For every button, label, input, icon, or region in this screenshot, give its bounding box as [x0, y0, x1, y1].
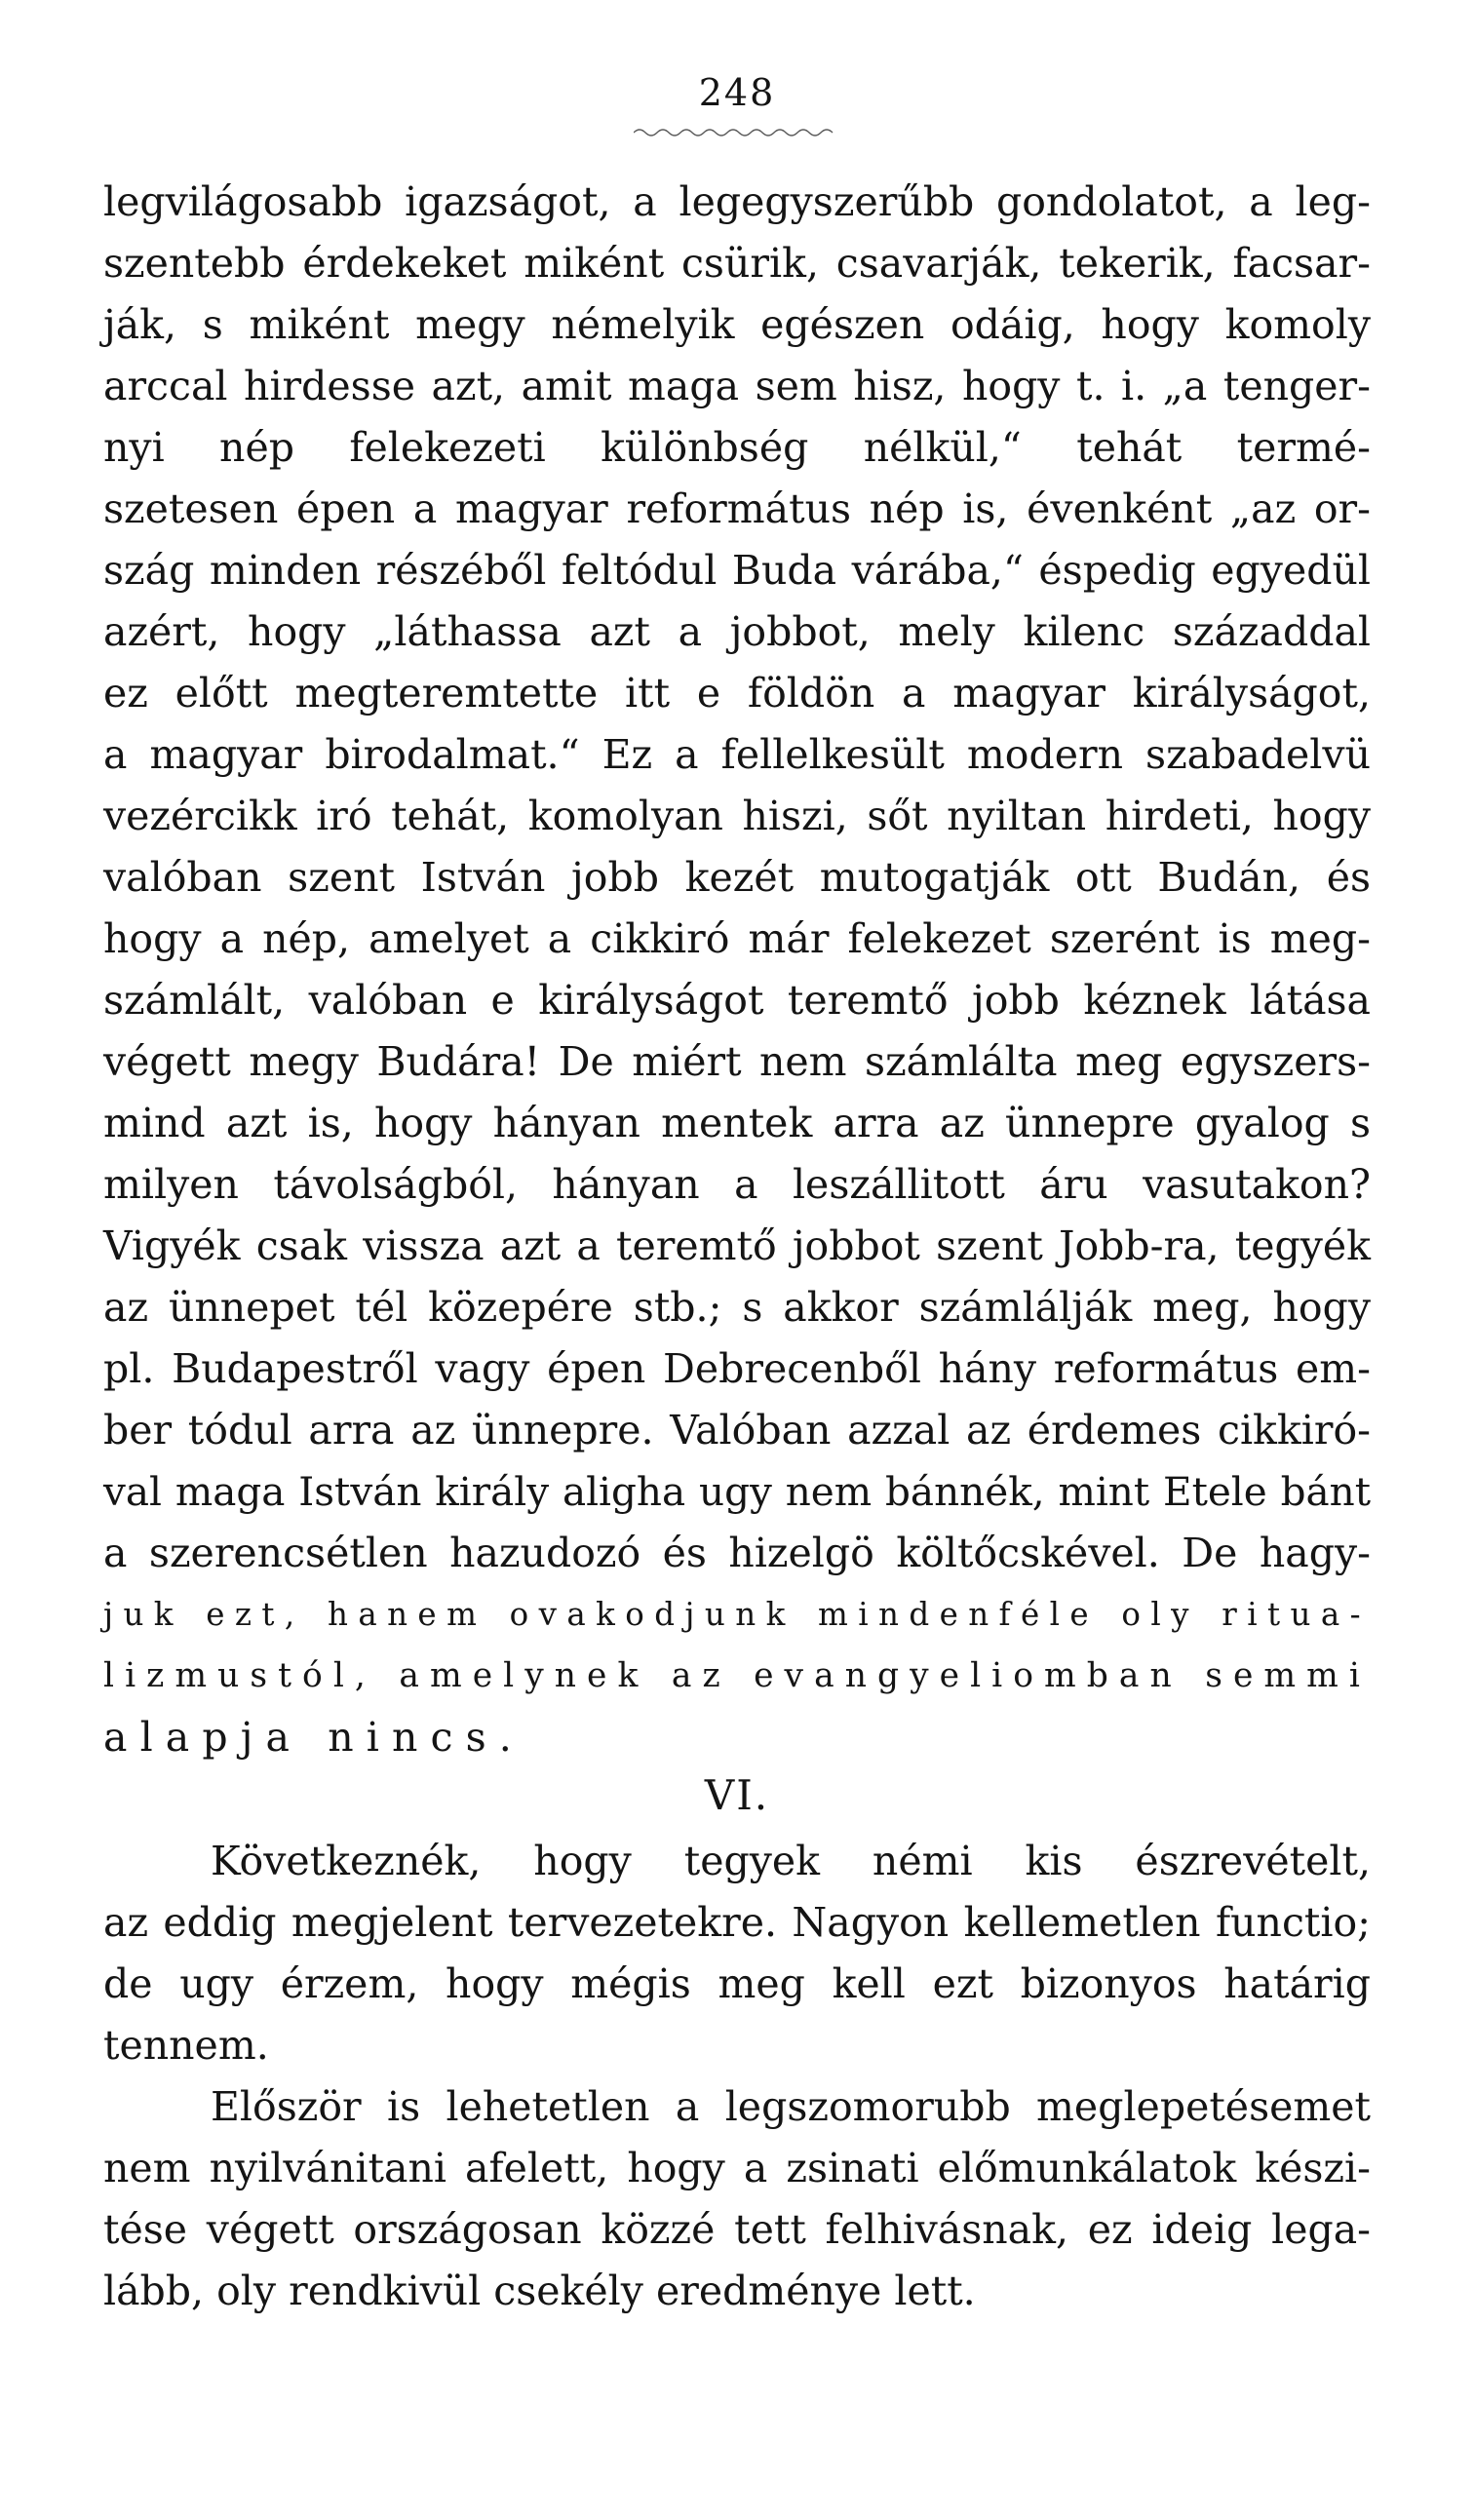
text-line: nem nyilvánitani afelett, hogy a zsinati előmunkálatok készi-: [103, 2145, 1371, 2191]
text-line: szetesen épen a magyar református nép is, évenként „az or-: [103, 485, 1371, 532]
text-line: az eddig megjelent tervezetekre. Nagyon kellemetlen functio;: [103, 1899, 1371, 1946]
text-line: pl. Budapestről vagy épen Debrecenből hány református em-: [103, 1345, 1371, 1392]
text-line: milyen távolságból, hányan a leszállitott áru vasutakon?: [103, 1161, 1371, 1208]
text-line: juk ezt, hanem ovakodjunk mindenféle oly ritua-: [103, 1596, 1371, 1633]
text-line: legvilágosabb igazságot, a legegyszerűbb gondolatot, a leg-: [103, 178, 1371, 225]
text-line: mind azt is, hogy hányan mentek arra az ünnepre gyalog s: [103, 1100, 1371, 1146]
text-line: tennem.: [103, 2022, 269, 2069]
text-line: számlált, valóban e királyságot teremtő jobb kéznek látása: [103, 977, 1371, 1024]
text-line: ez előtt megteremtette itt e földön a magyar királyságot,: [103, 670, 1371, 717]
paragraph-2: [103, 1831, 1371, 2076]
page-number: 248: [698, 71, 776, 114]
text-line: hogy a nép, amelyet a cikkiró már felekezet szerént is meg-: [103, 915, 1371, 962]
text-line: valóban szent István jobb kezét mutogatják ott Budán, és: [103, 854, 1371, 901]
text-line: arccal hirdesse azt, amit maga sem hisz, hogy t. i. „a tenger-: [103, 363, 1371, 409]
paragraph-1: [103, 172, 1371, 1768]
text-line: lizmustól, amelynek az evangyeliomban semmi: [103, 1656, 1371, 1695]
text-line: vezércikk iró tehát, komolyan hiszi, sőt nyiltan hirdeti, hogy: [103, 793, 1371, 839]
section-heading: VI.: [704, 1771, 770, 1819]
ornamental-rule: [634, 125, 838, 138]
text-line: Következnék, hogy tegyek némi kis észrevételt,: [211, 1838, 1371, 1884]
text-line: szág minden részéből feltódul Buda várába,“ éspedig egyedül: [103, 547, 1371, 594]
text-line: azért, hogy „láthassa azt a jobbot, mely kilenc századdal: [103, 608, 1371, 655]
text-line: Vigyék csak vissza azt a teremtő jobbot szent Jobb-ra, tegyék: [103, 1222, 1371, 1269]
paragraph-3: [103, 2076, 1371, 2322]
text-line: az ünnepet tél közepére stb.; s akkor számlálják meg, hogy: [103, 1284, 1371, 1331]
text-line: val maga István király aligha ugy nem bánnék, mint Etele bánt: [103, 1468, 1371, 1515]
text-line: tése végett országosan közzé tett felhivásnak, ez ideig lega-: [103, 2206, 1371, 2253]
text-line: lább, oly rendkivül csekély eredménye lett.: [103, 2268, 976, 2314]
text-line: a magyar birodalmat.“ Ez a fellelkesült modern szabadelvü: [103, 731, 1371, 778]
text-line: szentebb érdekeket miként csürik, csavarják, tekerik, facsar-: [103, 240, 1371, 287]
text-line: alapja nincs.: [103, 1714, 524, 1761]
text-line: ják, s miként megy némelyik egészen odáig, hogy komoly: [103, 301, 1371, 348]
text-line: végett megy Budára! De miért nem számlálta meg egyszers-: [103, 1038, 1371, 1085]
text-line: a szerencsétlen hazudozó és hizelgö költőcskével. De hagy-: [103, 1530, 1371, 1576]
text-line: ber tódul arra az ünnepre. Valóban azzal az érdemes cikkiró-: [103, 1407, 1371, 1454]
text-line: nyi nép felekezeti különbség nélkül,“ tehát termé-: [103, 424, 1371, 471]
text-line: Először is lehetetlen a legszomorubb meglepetésemet: [211, 2083, 1371, 2130]
text-line: de ugy érzem, hogy mégis meg kell ezt bizonyos határig: [103, 1960, 1371, 2007]
